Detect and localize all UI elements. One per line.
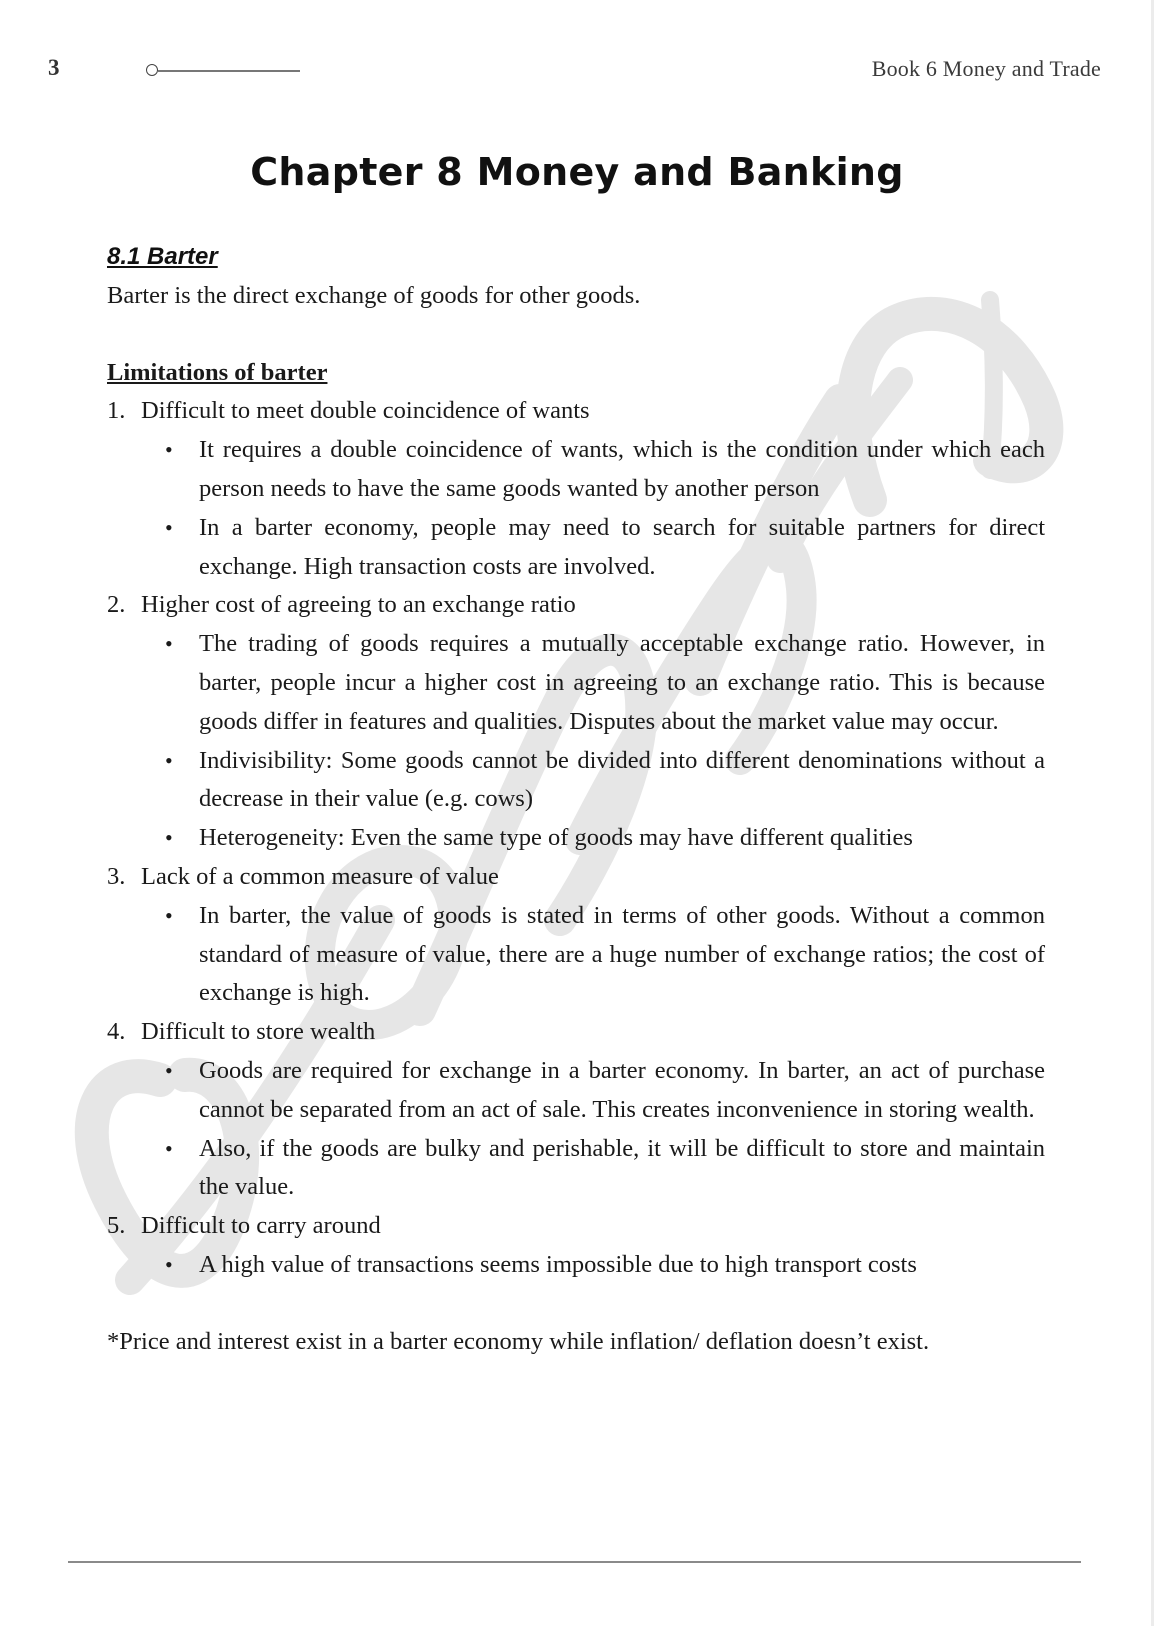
item-title: Higher cost of agreeing to an exchange ratio [141,591,576,619]
bullet-text: Goods are required for exchange in a barter economy. In barter, an act of purchase cannot be separated from an act of sale. This creates inconvenience in storing wealth. [199,1056,1045,1123]
bullet-point [165,897,1045,1013]
bullet-text: It requires a double coincidence of wants, which is the condition under which each person needs to have the same goods wanted by another person [199,436,1045,502]
page-content [107,238,1045,1362]
item-number: 3. [107,862,126,890]
item-number: 5. [107,1212,126,1240]
limitations-heading: Limitations of barter [107,358,328,386]
bullet-point [165,1246,1045,1285]
bullet-point [165,509,1045,587]
item-title: Difficult to store wealth [141,1018,376,1046]
limitation-item [107,858,1045,897]
bullet-icon: • [165,1135,173,1161]
bullet-point [165,1130,1045,1208]
bullet-point [165,819,1045,858]
bullet-point [165,625,1045,741]
item-number: 2. [107,591,126,619]
bullet-icon: • [165,747,173,773]
ornament-line [158,70,300,72]
chapter-title: Chapter 8 Money and Banking [250,150,904,194]
limitation-item [107,1013,1045,1052]
item-title: Difficult to carry around [141,1212,381,1240]
limitation-item [107,586,1045,625]
bullet-icon: • [165,1251,173,1277]
limitation-item [107,392,1045,431]
item-title: Lack of a common measure of value [141,862,499,890]
section-heading: 8.1 Barter [107,243,218,270]
page-number: 3 [48,55,60,80]
bullet-text: In a barter economy, people may need to search for suitable partners for direct exchange. High transaction costs are involved. [199,513,1045,580]
bullet-icon: • [165,514,173,540]
bullet-icon: • [165,631,173,657]
item-number: 4. [107,1018,126,1046]
header-ornament [146,64,306,78]
bullet-text: Also, if the goods are bulky and perishable, it will be difficult to store and maintain the value. [199,1134,1045,1201]
bullet-icon: • [165,1057,173,1083]
bullet-text: Heterogeneity: Even the same type of goods may have different qualities [199,824,913,852]
footnote: *Price and interest exist in a barter economy while inflation/ deflation doesn’t exist. [107,1327,930,1355]
book-title: Book 6 Money and Trade [871,56,1101,81]
bullet-icon: • [165,437,173,463]
bullet-icon: • [165,825,173,851]
ornament-circle-icon [146,64,158,76]
item-number: 1. [107,397,126,425]
item-title: Difficult to meet double coincidence of wants [141,397,590,425]
bullet-text: In barter, the value of goods is stated in terms of other goods. Without a common standard of measure of value, there are a huge number of exchange ratios; the cost of exchange is high. [199,901,1045,1007]
bullet-point [165,742,1045,820]
bullet-text: Indivisibility: Some goods cannot be divided into different denominations without a decrease in their value (e.g. cows) [199,746,1045,813]
limitation-item [107,1207,1045,1246]
bullet-text: The trading of goods requires a mutually acceptable exchange ratio. However, in barter, people incur a higher cost in agreeing to an exchange ratio. This is because goods differ in features and qualities. Disputes about the market value may occur. [199,630,1045,735]
bullet-point [165,1052,1045,1130]
barter-definition: Barter is the direct exchange of goods for other goods. [107,281,641,309]
bullet-icon: • [165,902,173,928]
footer-rule [68,1561,1081,1563]
bullet-text: A high value of transactions seems impossible due to high transport costs [199,1250,917,1278]
bullet-point [165,431,1045,509]
